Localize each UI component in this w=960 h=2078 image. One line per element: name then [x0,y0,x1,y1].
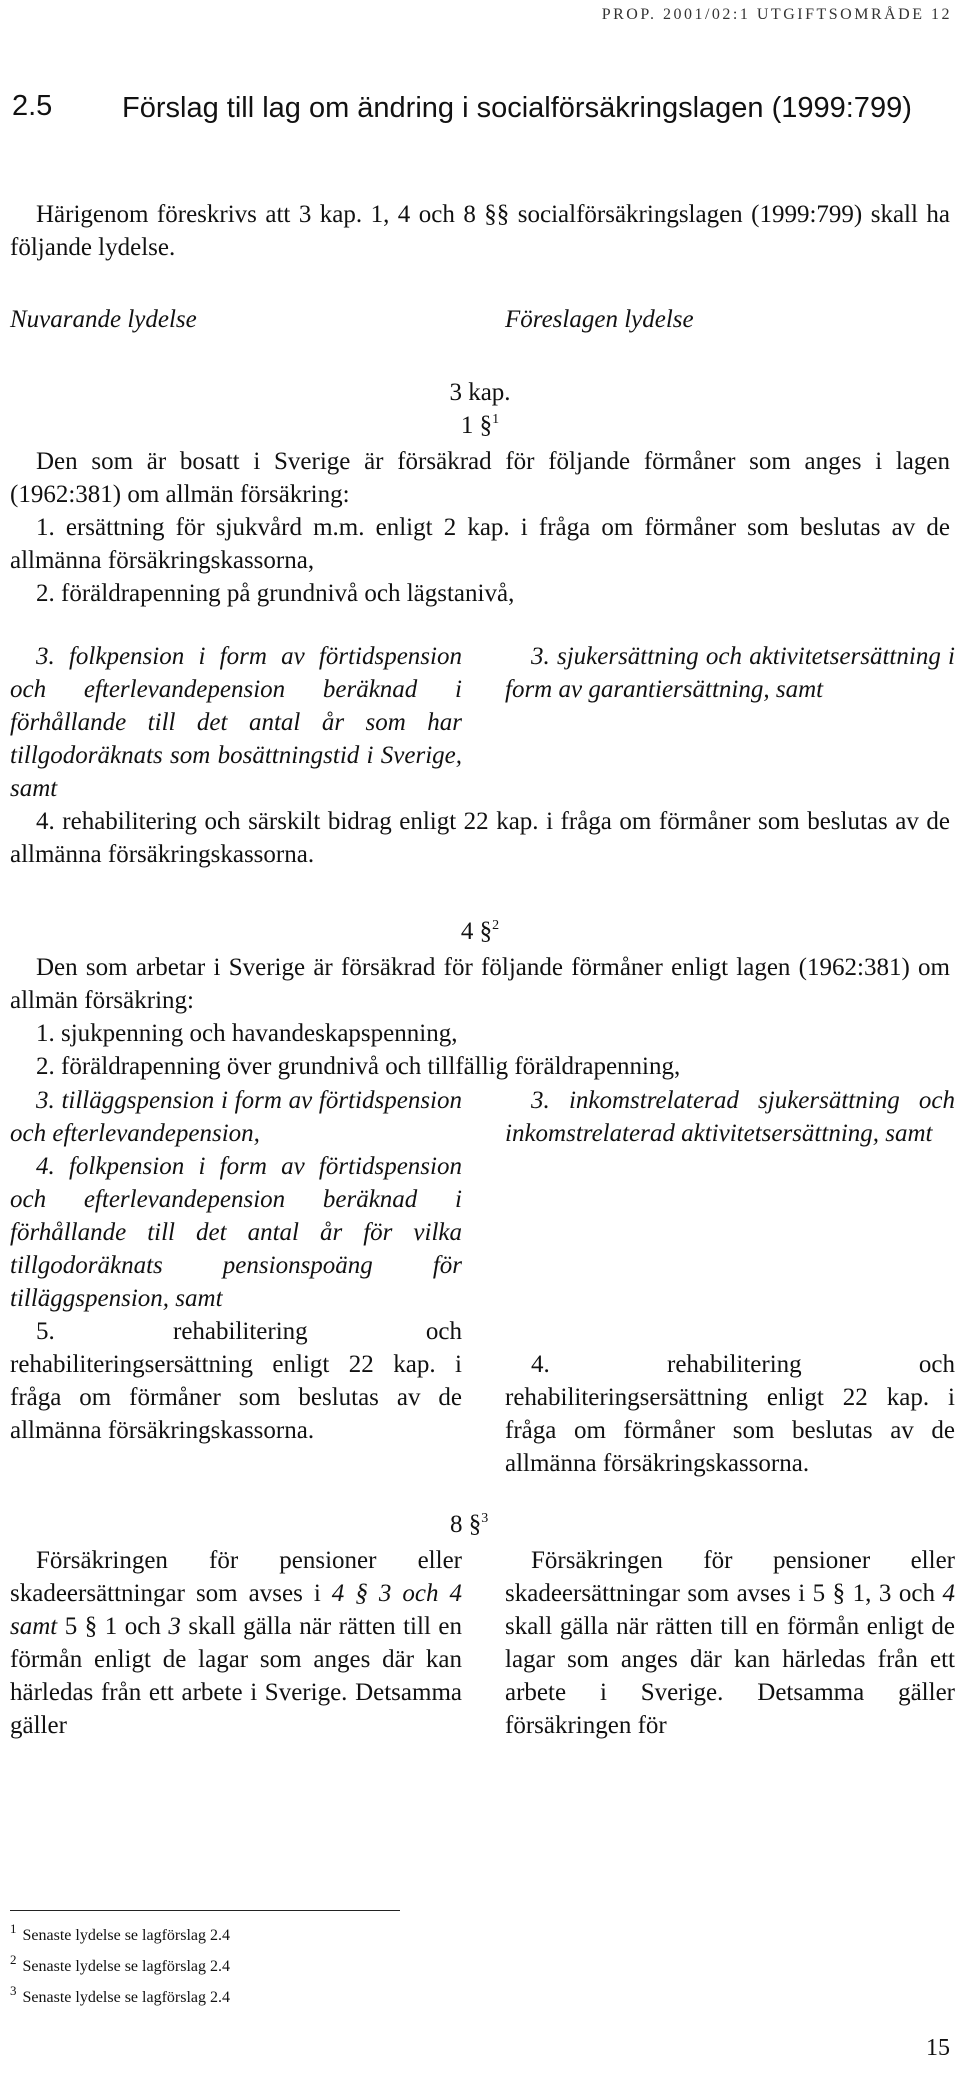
section-4-body [10,951,950,1083]
s8-proposed-text: Försäkringen för pensioner eller skadeersättningar som avses i 5 § 1, 3 och 4 skall gälla när rätten till en förmån enligt de lagar som anges där kan härledas från ett arbete i Sverige. Detsamma gäller försäkringen för [505,1547,955,1739]
s1-item-3-current: 3. folkpension i form av förtidspension och efterlevandepension beräknad i förhållande till det antal år som har tillgodoräknats som bosättningstid i Sverige, samt [10,643,462,802]
section-8-heading [450,1511,488,1539]
s1-item-4: 4. rehabilitering och särskilt bidrag enligt 22 kap. i fråga om förmåner som beslutas av de allmänna försäkringskassorna. [10,808,950,868]
heading-proposed-wording: Föreslagen lydelse [505,306,694,333]
s1-item-3-proposed: 3. sjukersättning och aktivitetsersättning i form av garantiersättning, samt [505,643,955,703]
s4-item-4-current: 4. folkpension i form av förtidspension och efterlevandepension beräknad i förhållande till det antal år för vilka tillgodoräknats pensionspoäng för tilläggspension, samt [10,1153,462,1312]
footnote-ref-1: 1 [492,412,500,427]
s1-item-2: 2. föräldrapenning på grundnivå och lägstanivå, [36,580,515,607]
chapter-heading: 3 kap. [449,379,511,406]
section-number: 2.5 [12,90,53,122]
s1-lead: Den som är bosatt i Sverige är försäkrad för följande förmåner som anges i lagen (1962:381) om allmän försäkring: [10,448,950,508]
section-title: Förslag till lag om ändring i socialförsäkringslagen (1999:799) [122,92,912,124]
section-1-body [10,445,950,610]
section-1-heading [0,412,960,440]
s4-lead: Den som arbetar i Sverige är försäkrad för följande förmåner enligt lagen (1962:381) om allmän försäkring: [10,954,950,1014]
running-header: PROP. 2001/02:1 UTGIFTSOMRÅDE 12 [601,6,952,23]
heading-current-wording: Nuvarande lydelse [10,306,197,333]
section-1-label: 1 § [460,412,493,439]
s1-item-1: 1. ersättning för sjukvård m.m. enligt 2 kap. i fråga om förmåner som beslutas av de allmänna försäkringskassorna, [10,514,950,574]
s4-item-1: 1. sjukpenning och havandeskapspenning, [36,1020,458,1047]
footnote-ref-2: 2 [492,918,500,933]
intro-paragraph: Härigenom föreskrivs att 3 kap. 1, 4 och 8 §§ socialförsäkringslagen (1999:799) skall ha följande lydelse. [10,201,950,261]
footnote-3: $^3$ Senaste lydelse se lagförslag 2.4 [10,1983,230,2006]
footnote-ref-3: 3 [481,1511,489,1526]
footnote-2: $^2$ Senaste lydelse se lagförslag 2.4 [10,1952,230,1975]
footnote-1: $^1$ Senaste lydelse se lagförslag 2.4 [10,1921,230,1944]
footnote-separator [10,1910,400,1911]
s4-item-3-proposed: 3. inkomstrelaterad sjukersättning och inkomstrelaterad aktivitetsersättning, samt [505,1087,955,1147]
s4-item-3-current: 3. tilläggspension i form av förtidspension och efterlevandepension, [10,1087,462,1147]
section-4-heading [0,918,960,946]
footnotes [10,1920,230,2013]
s4-item-2: 2. föräldrapenning över grundnivå och tillfällig föräldrapenning, [36,1053,681,1080]
s4-item-5-current: 5. rehabilitering och rehabiliteringsersättning enligt 22 kap. i fråga om förmåner som beslutas av de allmänna försäkringskassorna. [10,1318,462,1444]
page-number: 15 [926,2035,950,2061]
s4-current-column [10,1084,462,1447]
s8-current-text: Försäkringen för pensioner eller skadeersättningar som avses i 4 § 3 och 4 samt 5 § 1 och 3 skall gälla när rätten till en förmån enligt de lagar som anges där kan härledas från ett arbete i Sverige. Detsamma gäller [10,1547,462,1739]
section-8-label: 8 § [450,1511,482,1538]
s4-item-4-proposed: 4. rehabilitering och rehabiliteringsersättning enligt 22 kap. i fråga om förmåner som beslutas av de allmänna försäkringskassorna. [505,1351,955,1477]
section-4-label: 4 § [460,918,493,945]
